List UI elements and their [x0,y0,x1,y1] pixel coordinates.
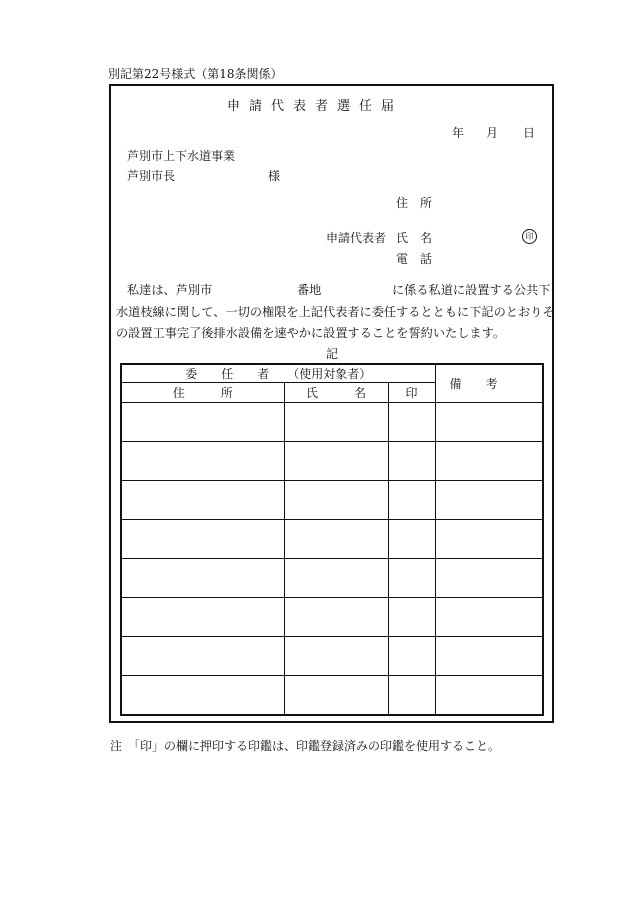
address-cell[interactable] [121,637,284,676]
remarks-cell[interactable] [435,403,543,442]
seal-cell[interactable] [388,676,435,715]
table-row [121,481,543,520]
body-line-2: 水道枝線に関して、一切の権限を上記代表者に委任するとともに下記のとおりそ [116,305,555,319]
table-row [121,403,543,442]
name-label: 氏 名 [396,231,433,245]
seal-cell[interactable] [388,559,435,598]
table-row [121,559,543,598]
remarks-cell[interactable] [435,442,543,481]
seal-cell[interactable] [388,637,435,676]
address-cell[interactable] [121,442,284,481]
addressee-department: 芦別市上下水道事業 [127,149,236,163]
body-line-1c: に係る私道に設置する公共下 [392,283,551,297]
seal-cell[interactable] [388,598,435,637]
name-cell[interactable] [284,520,388,559]
remarks-cell[interactable] [435,481,543,520]
table-row [121,598,543,637]
address-label: 住 所 [396,196,433,210]
table-row [121,442,543,481]
delegator-table [120,363,544,716]
remarks-cell[interactable] [435,637,543,676]
remarks-cell[interactable] [435,559,543,598]
body-line-3: の設置工事完了後排水設備を速やかに設置することを誓約いたします。 [116,326,506,340]
address-cell[interactable] [121,559,284,598]
footnote: 注 「印」の欄に押印する印鑑は、印鑑登録済みの印鑑を使用すること。 [110,739,501,753]
address-cell[interactable] [121,481,284,520]
address-cell[interactable] [121,520,284,559]
name-cell[interactable] [284,598,388,637]
body-line-1b: 番地 [297,283,322,297]
seal-cell[interactable] [388,481,435,520]
name-cell[interactable] [284,442,388,481]
seal-cell[interactable] [388,520,435,559]
seal-mark-icon: 印 [522,229,537,244]
remarks-cell[interactable] [435,520,543,559]
seal-cell[interactable] [388,403,435,442]
delegator-header: 委 任 者 （使用対象者） [121,364,435,383]
address-cell[interactable] [121,598,284,637]
name-cell[interactable] [284,637,388,676]
date-day-label: 日 [523,126,536,140]
remarks-cell[interactable] [435,598,543,637]
table-row [121,637,543,676]
remarks-header-text: 備 考 [449,377,498,391]
date-month-label: 月 [486,126,499,140]
address-cell[interactable] [121,676,284,715]
form-title: 申請代表者選任届 [226,99,403,114]
body-line-1a: 私達は、芦別市 [127,283,213,297]
seal-cell[interactable] [388,442,435,481]
addressee-mayor: 芦別市長 [127,169,176,183]
name-cell[interactable] [284,676,388,715]
name-cell[interactable] [284,403,388,442]
applicant-role-label: 申請代表者 [326,231,387,245]
address-cell[interactable] [121,403,284,442]
ki-label: 記 [326,347,339,361]
date-year-label: 年 [452,126,465,140]
name-column-header: 氏 名 [284,383,388,403]
form-reference: 別記第22号様式（第18条関係） [108,67,283,81]
name-cell[interactable] [284,559,388,598]
remarks-header [435,364,543,403]
addressee-honorific: 様 [268,169,281,183]
remarks-cell[interactable] [435,676,543,715]
seal-column-header: 印 [388,383,435,403]
table-row [121,676,543,715]
name-cell[interactable] [284,481,388,520]
address-column-header: 住 所 [121,383,284,403]
table-row [121,520,543,559]
phone-label: 電 話 [396,252,433,266]
